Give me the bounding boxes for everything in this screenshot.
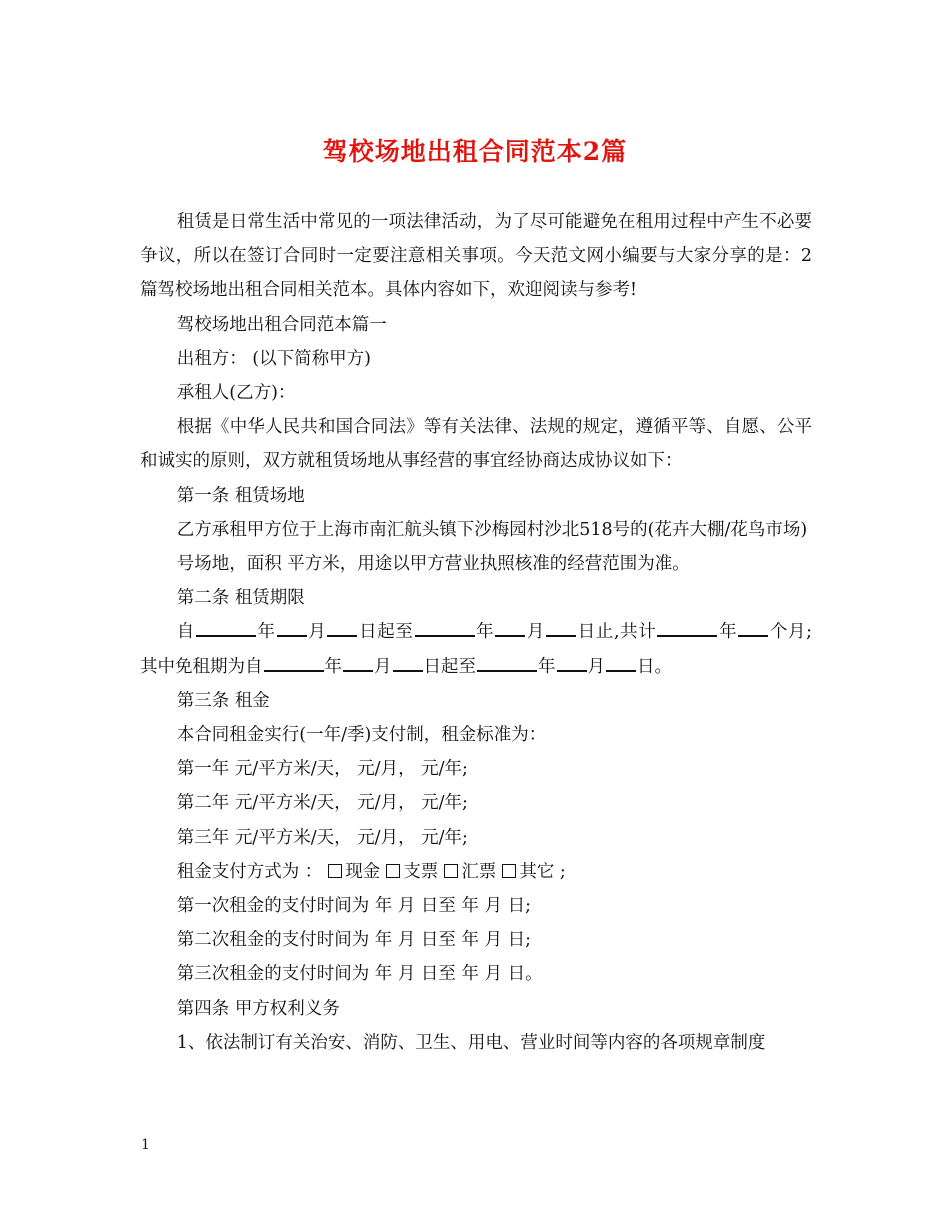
blank-field: [495, 634, 525, 637]
blank-field: [393, 669, 423, 672]
preamble-paragraph: 根据《中华人民共和国合同法》等有关法律、法规的规定，遵循平等、自愿、公平和诚实的原则，双方就租赁场地从事经营的事宜经协商达成协议如下：: [140, 417, 812, 472]
lessee-line: 承租人(乙方)：: [176, 383, 296, 404]
document-title: 驾校场地出租合同范本2篇: [322, 137, 628, 166]
rent-year-2: 第二年 元/平方米/天， 元/月， 元/年;: [176, 793, 468, 814]
blank-field: [477, 669, 537, 672]
section-subtitle: 驾校场地出租合同范本篇一: [176, 314, 387, 335]
blank-field: [343, 669, 373, 672]
rent-year-3: 第三年 元/平方米/天， 元/月， 元/年;: [176, 827, 468, 848]
lease-term-paragraph: 自 年 月 日起至 年 月 日止,共计 年 个月;其中免租期为自 年 月 日起至 年 月 日。: [140, 622, 813, 677]
blank-field: [557, 669, 587, 672]
checkbox-icon: [502, 864, 516, 878]
article-3-title: 第三条 租金: [176, 690, 270, 711]
rent-year-1: 第一年 元/平方米/天， 元/月， 元/年;: [176, 759, 468, 780]
blank-field: [606, 669, 636, 672]
article-1-text-1: 乙方承租甲方位于上海市南汇航头镇下沙梅园村沙北518号的(花卉大棚/花鸟市场): [176, 519, 808, 540]
blank-field: [196, 634, 256, 637]
blank-field: [327, 634, 357, 637]
blank-field: [657, 634, 717, 637]
article-3-text: 本合同租金实行(一年/季)支付制，租金标准为：: [176, 725, 547, 746]
payment-time-2: 第二次租金的支付时间为 年 月 日至 年 月 日;: [176, 930, 532, 951]
intro-paragraph: 租赁是日常生活中常见的一项法律活动，为了尽可能避免在租用过程中产生不必要争议，所以在签订合同时一定要注意相关事项。今天范文网小编要与大家分享的是：2篇驾校场地出租合同相关范本。具体内容如下，欢迎阅读与参考!: [140, 212, 812, 301]
article-4-title: 第四条 甲方权利义务: [176, 998, 340, 1019]
article-4-item-1: 1、依法制订有关治安、消防、卫生、用电、营业时间等内容的各项规章制度: [176, 1032, 766, 1053]
document-body: [140, 205, 812, 1060]
article-1-title: 第一条 租赁场地: [176, 485, 305, 506]
article-1-text-2: 号场地，面积 平方米，用途以甲方营业执照核准的经营范围为准。: [176, 554, 690, 575]
checkbox-icon: [328, 864, 342, 878]
blank-field: [277, 634, 307, 637]
payment-method-line: 租金支付方式为 ： 现金 支票 汇票 其它 ;: [176, 861, 566, 882]
payment-time-3: 第三次租金的支付时间为 年 月 日至 年 月 日。: [176, 964, 543, 985]
blank-field: [415, 634, 475, 637]
blank-field: [264, 669, 324, 672]
blank-field: [738, 634, 768, 637]
lessor-line: 出租方： (以下简称甲方): [176, 348, 371, 369]
checkbox-icon: [386, 864, 400, 878]
page-number: 1: [141, 1137, 150, 1153]
blank-field: [546, 634, 576, 637]
payment-time-1: 第一次租金的支付时间为 年 月 日至 年 月 日;: [176, 896, 532, 917]
article-2-title: 第二条 租赁期限: [176, 588, 305, 609]
checkbox-icon: [444, 864, 458, 878]
